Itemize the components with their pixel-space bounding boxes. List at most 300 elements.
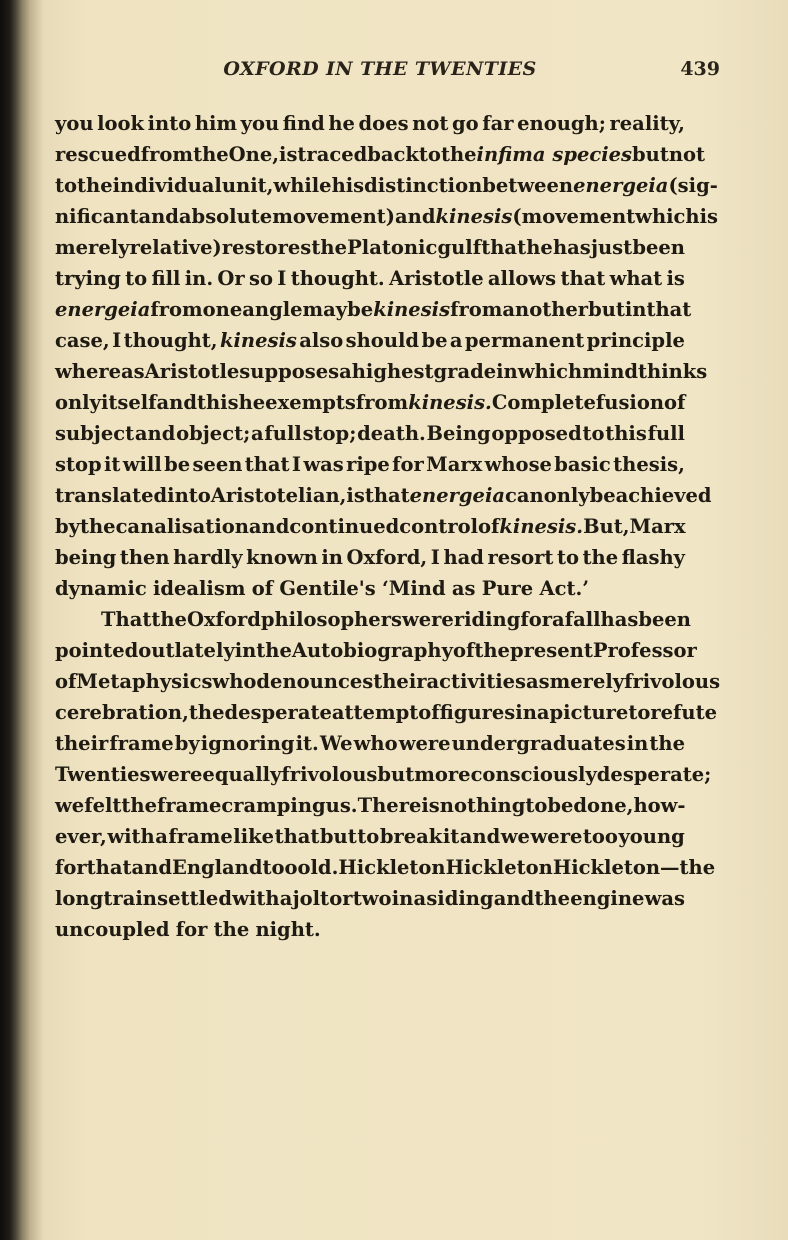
text-line: [55, 387, 685, 418]
word: and: [134, 422, 176, 445]
word: I: [277, 267, 287, 290]
word: resort: [487, 546, 554, 569]
word: ignoring: [200, 732, 295, 755]
word: too: [582, 825, 618, 848]
word: is: [346, 484, 365, 507]
word: I: [291, 453, 302, 476]
running-title: OXFORD IN THE TWENTIES: [223, 58, 537, 80]
word: by: [174, 732, 200, 755]
word: Or: [217, 267, 245, 290]
word: One,: [228, 143, 280, 166]
word: case,: [55, 329, 110, 352]
word: enough;: [517, 112, 606, 135]
word: that: [481, 236, 527, 259]
word: Complete: [491, 391, 596, 414]
word: idealism: [152, 577, 246, 600]
word: but: [588, 298, 625, 321]
word: to: [125, 267, 148, 290]
text-line: [55, 821, 685, 852]
word: riding: [453, 608, 521, 631]
word: energeia: [573, 174, 669, 197]
page-number: 439: [680, 58, 720, 80]
word: one: [202, 298, 243, 321]
word: were: [401, 608, 454, 631]
word: frame: [168, 825, 233, 848]
word: fusion: [595, 391, 665, 414]
word: this: [605, 422, 647, 445]
word: night.: [255, 918, 321, 941]
word: we: [55, 794, 85, 817]
word: merely: [55, 236, 130, 259]
word: Act.’: [539, 577, 590, 600]
word: principle: [586, 329, 685, 352]
word: in.: [184, 267, 214, 290]
word: lately: [174, 639, 235, 662]
word: this: [197, 391, 239, 414]
word: whose: [484, 453, 552, 476]
word: fill: [151, 267, 181, 290]
text-line: [55, 573, 685, 604]
word: kinesis: [373, 298, 451, 321]
word: what: [609, 267, 663, 290]
word: full: [647, 422, 685, 445]
word: There: [357, 794, 422, 817]
word: kinesis.: [499, 515, 584, 538]
word: jolt: [292, 887, 330, 910]
word: uncoupled: [55, 918, 170, 941]
word: cramping: [221, 794, 326, 817]
word: desperate;: [596, 763, 712, 786]
word: like: [233, 825, 275, 848]
word: Pure: [481, 577, 534, 600]
word: to: [556, 546, 579, 569]
word: of: [418, 701, 440, 724]
word: relative): [129, 236, 222, 259]
word: was: [303, 453, 344, 476]
word: as: [451, 577, 476, 600]
word: flashy: [621, 546, 685, 569]
word: Gentile's: [279, 577, 376, 600]
text-line: [55, 728, 685, 759]
word: trying: [55, 267, 121, 290]
word: subject: [55, 422, 135, 445]
word: energeia: [409, 484, 505, 507]
word: death.: [357, 422, 426, 445]
word: and: [138, 205, 179, 228]
word: for: [175, 918, 208, 941]
word: of: [478, 515, 500, 538]
word: in: [321, 546, 343, 569]
word: been: [638, 608, 691, 631]
word: long: [55, 887, 104, 910]
word: full: [264, 422, 302, 445]
word: to: [55, 174, 78, 197]
word: a: [251, 422, 264, 445]
word: we: [500, 825, 530, 848]
word: control: [399, 515, 479, 538]
word: a: [155, 825, 168, 848]
word: the: [188, 701, 225, 724]
word: attempt: [331, 701, 419, 724]
text-line: [55, 604, 691, 635]
word: been: [632, 236, 685, 259]
word: grade: [433, 360, 497, 383]
word: out: [138, 639, 175, 662]
word: from: [450, 298, 503, 321]
word: with: [232, 887, 280, 910]
word: but: [377, 763, 415, 786]
word: gulf: [437, 236, 482, 259]
word: another: [502, 298, 589, 321]
book-binding-shadow: [0, 0, 30, 1240]
text-line: [55, 325, 685, 356]
word: into: [147, 112, 192, 135]
word: was: [644, 887, 685, 910]
word: thinks: [638, 360, 708, 383]
word: permanent: [464, 329, 585, 352]
word: two: [352, 887, 392, 910]
word: look: [97, 112, 145, 135]
word: settled: [157, 887, 232, 910]
word: itself: [100, 391, 157, 414]
word: to: [628, 701, 651, 724]
text-line: [55, 170, 718, 201]
word: figures: [439, 701, 516, 724]
word: ever,: [55, 825, 107, 848]
word: while: [273, 174, 332, 197]
word: does: [358, 112, 409, 135]
word: seen: [192, 453, 243, 476]
word: a: [339, 360, 352, 383]
text-line: [55, 759, 712, 790]
word: from: [140, 143, 194, 166]
word: and: [493, 887, 535, 910]
word: from: [355, 391, 409, 414]
word: you: [240, 112, 280, 135]
word: angle: [242, 298, 303, 321]
word: be: [164, 453, 191, 476]
word: a: [536, 701, 550, 724]
word: has: [552, 236, 591, 259]
text-line: [55, 480, 712, 511]
body-text: [55, 108, 721, 945]
word: thought.: [290, 267, 385, 290]
word: refute: [650, 701, 717, 724]
word: just: [590, 236, 633, 259]
word: in: [626, 732, 649, 755]
word: were: [530, 825, 583, 848]
word: traced: [297, 143, 368, 166]
word: be: [347, 298, 374, 321]
word: be: [547, 794, 574, 817]
word: the: [121, 794, 158, 817]
word: Oxford,: [346, 546, 428, 569]
word: restores: [221, 236, 312, 259]
word: Metaphysics: [76, 670, 213, 693]
word: a: [552, 608, 565, 631]
text-line: [55, 666, 721, 697]
word: We: [319, 732, 353, 755]
text-line: [55, 263, 685, 294]
paragraph: [55, 108, 718, 604]
word: a: [449, 329, 463, 352]
word: Professor: [592, 639, 697, 662]
text-line: [55, 511, 685, 542]
word: is: [279, 143, 298, 166]
word: kinesis.: [408, 391, 492, 414]
word: the: [193, 143, 229, 166]
word: thesis,: [613, 453, 685, 476]
word: mind: [582, 360, 639, 383]
word: object;: [176, 422, 251, 445]
word: ripe: [346, 453, 390, 476]
text-line: [55, 356, 708, 387]
word: frame: [157, 794, 222, 817]
word: back: [367, 143, 419, 166]
word: ‘Mind: [381, 577, 446, 600]
word: he: [328, 112, 355, 135]
word: but: [319, 825, 357, 848]
word: rescued: [55, 143, 141, 166]
word: But,: [583, 515, 630, 538]
text-line: [55, 232, 685, 263]
word: go: [451, 112, 479, 135]
word: and: [156, 391, 197, 414]
text-line: [55, 790, 685, 821]
word: not: [668, 143, 706, 166]
word: merely: [549, 670, 625, 693]
word: Aristotle: [144, 360, 240, 383]
word: from: [150, 298, 203, 321]
word: that: [560, 267, 606, 290]
running-head: [60, 58, 720, 88]
word: the: [79, 515, 116, 538]
word: philosophers: [260, 608, 402, 631]
word: only: [55, 391, 101, 414]
word: Aristotle: [388, 267, 484, 290]
word: highest: [351, 360, 434, 383]
word: whereas: [55, 360, 145, 383]
word: That: [101, 608, 152, 631]
word: has: [600, 608, 639, 631]
word: train: [103, 887, 157, 910]
word: may: [302, 298, 348, 321]
word: the: [474, 639, 510, 662]
word: us.: [325, 794, 358, 817]
word: find: [282, 112, 325, 135]
word: be: [589, 484, 616, 507]
word: unit,: [221, 174, 274, 197]
word: Twenties: [55, 763, 151, 786]
word: pointed: [55, 639, 139, 662]
word: continued: [289, 515, 400, 538]
word: Platonic: [347, 236, 438, 259]
word: (movement: [512, 205, 636, 228]
word: to: [418, 143, 441, 166]
word: were: [150, 763, 203, 786]
word: a: [279, 887, 293, 910]
word: in: [234, 639, 257, 662]
word: allows: [487, 267, 557, 290]
text-line: [55, 294, 692, 325]
word: distinction: [364, 174, 483, 197]
word: the: [151, 608, 187, 631]
word: of: [55, 670, 77, 693]
text-line: [55, 139, 706, 170]
word: thought,: [123, 329, 218, 352]
word: translated: [55, 484, 168, 507]
word: stop: [55, 453, 102, 476]
word: or: [329, 887, 353, 910]
word: being: [55, 546, 117, 569]
word: should: [345, 329, 420, 352]
word: undergraduates: [451, 732, 626, 755]
word: reality,: [609, 112, 685, 135]
word: Aristotelian,: [210, 484, 347, 507]
word: England: [171, 856, 263, 879]
word: a: [413, 887, 427, 910]
word: it.: [295, 732, 319, 755]
word: for: [520, 608, 553, 631]
word: energeia: [55, 298, 151, 321]
word: of: [664, 391, 686, 414]
word: the: [77, 174, 113, 197]
text-line: [55, 201, 718, 232]
word: then: [119, 546, 170, 569]
word: into: [167, 484, 211, 507]
word: too: [262, 856, 298, 879]
text-line: [55, 883, 685, 914]
paragraph: [55, 604, 721, 945]
word: young: [618, 825, 685, 848]
text-line: [55, 852, 716, 883]
text-line: [55, 108, 685, 139]
word: so: [248, 267, 273, 290]
word: equally: [202, 763, 282, 786]
word: Hickleton—the: [552, 856, 716, 879]
word: nificant: [55, 205, 139, 228]
word: Hickleton: [445, 856, 553, 879]
word: of: [251, 577, 274, 600]
text-line: [55, 418, 685, 449]
word: the: [256, 639, 292, 662]
word: for: [55, 856, 87, 879]
word: in: [624, 298, 647, 321]
text-line: [55, 635, 697, 666]
word: and: [395, 205, 436, 228]
word: frame: [109, 732, 174, 755]
word: by: [55, 515, 80, 538]
word: Marx: [426, 453, 483, 476]
word: he: [526, 236, 553, 259]
word: it: [442, 825, 460, 848]
word: break: [379, 825, 443, 848]
word: far: [482, 112, 514, 135]
word: can: [505, 484, 544, 507]
word: of: [452, 639, 475, 662]
word: cerebration,: [55, 701, 189, 724]
word: the: [534, 887, 570, 910]
word: how-: [633, 794, 686, 817]
word: engine: [570, 887, 645, 910]
word: done,: [573, 794, 634, 817]
word: between: [482, 174, 574, 197]
word: that: [274, 825, 320, 848]
word: exempts: [265, 391, 356, 414]
word: their: [373, 670, 427, 693]
word: nothing: [439, 794, 526, 817]
word: to: [525, 794, 548, 817]
text-line: [55, 449, 685, 480]
word: the: [582, 546, 619, 569]
word: that: [364, 484, 410, 507]
word: activities: [426, 670, 526, 693]
word: Autobiography: [291, 639, 453, 662]
word: he: [238, 391, 266, 414]
word: I: [430, 546, 440, 569]
word: felt: [84, 794, 122, 817]
word: will: [122, 453, 162, 476]
word: but: [632, 143, 669, 166]
word: their: [55, 732, 109, 755]
word: that: [244, 453, 290, 476]
word: basic: [554, 453, 611, 476]
word: stop;: [302, 422, 357, 445]
word: who: [212, 670, 257, 693]
word: (sig-: [668, 174, 718, 197]
word: fall: [564, 608, 601, 631]
word: is: [421, 794, 440, 817]
word: individual: [112, 174, 222, 197]
word: not: [412, 112, 449, 135]
word: the: [311, 236, 347, 259]
word: be: [421, 329, 448, 352]
word: you: [55, 112, 94, 135]
word: to: [357, 825, 380, 848]
word: is: [666, 267, 685, 290]
word: it: [103, 453, 121, 476]
word: and: [131, 856, 172, 879]
word: in: [391, 887, 414, 910]
word: I: [112, 329, 122, 352]
word: had: [443, 546, 484, 569]
word: is: [699, 205, 718, 228]
word: siding: [426, 887, 494, 910]
word: also: [299, 329, 344, 352]
word: the: [213, 918, 250, 941]
word: known: [246, 546, 318, 569]
text-line: [55, 697, 717, 728]
word: the: [440, 143, 477, 166]
word: denounces: [256, 670, 374, 693]
word: to: [582, 422, 605, 445]
word: who: [353, 732, 398, 755]
word: picture: [549, 701, 629, 724]
word: his: [331, 174, 365, 197]
word: frivolous: [281, 763, 378, 786]
word: consciously: [470, 763, 597, 786]
word: movement): [272, 205, 396, 228]
word: supposes: [239, 360, 340, 383]
word: that: [86, 856, 132, 879]
word: which: [517, 360, 583, 383]
word: the: [649, 732, 685, 755]
word: Marx: [629, 515, 686, 538]
word: with: [107, 825, 155, 848]
word: which: [635, 205, 700, 228]
word: hardly: [173, 546, 243, 569]
word: old.: [297, 856, 339, 879]
